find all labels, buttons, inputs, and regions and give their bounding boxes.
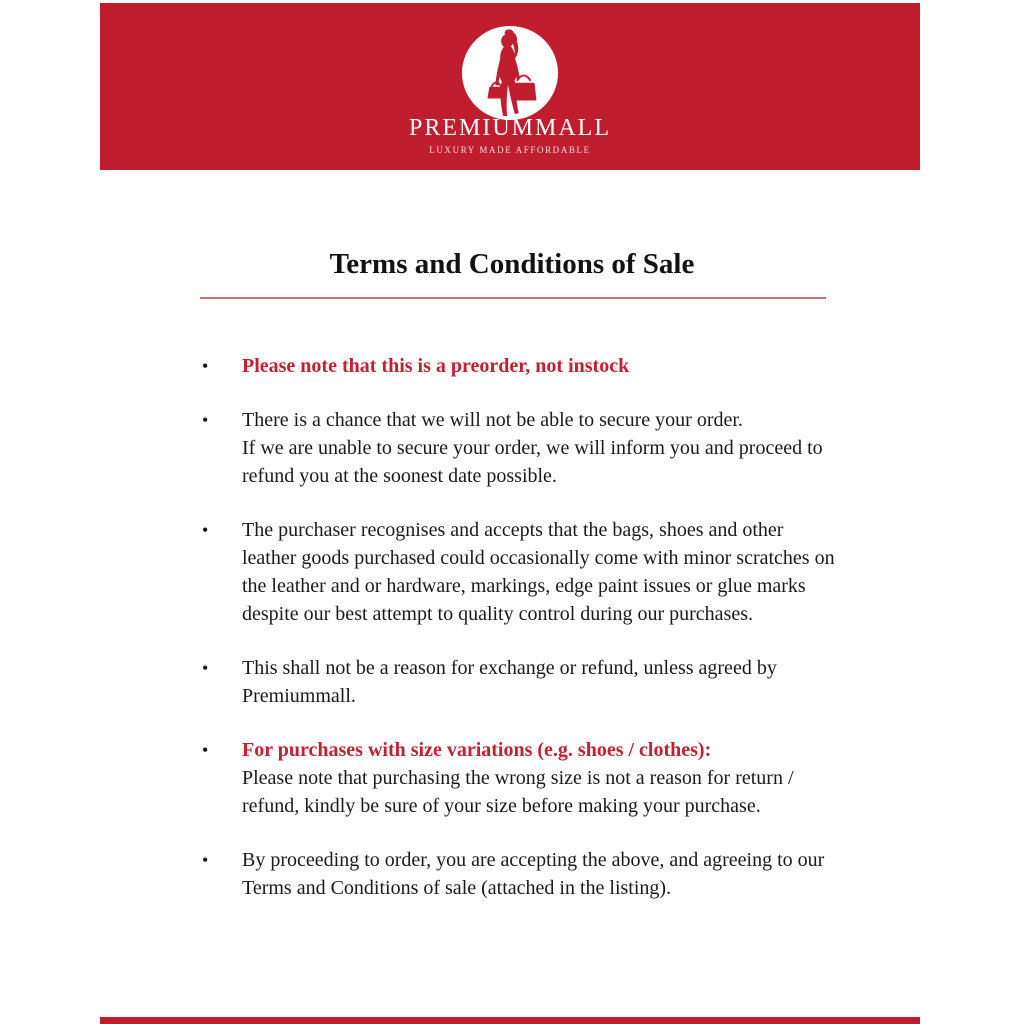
bullet-marker-icon: • [202, 356, 209, 376]
term-line: If we are unable to secure your order, we will inform you and proceed to [242, 437, 823, 459]
term-line: the leather and or hardware, markings, edge paint issues or glue marks [242, 575, 806, 597]
bullet-marker-icon: • [202, 740, 209, 760]
term-line: refund, kindly be sure of your size before making your purchase. [242, 795, 761, 817]
brand-logo [461, 25, 559, 121]
term-line: There is a chance that we will not be able to secure your order. [242, 409, 743, 431]
term-line: Premiummall. [242, 685, 356, 707]
term-item [200, 352, 860, 380]
title-divider [200, 297, 826, 299]
term-line: Terms and Conditions of sale (attached in the listing). [242, 877, 672, 899]
term-line: By proceeding to order, you are accepting the above, and agreeing to our [242, 849, 825, 871]
bullet-marker-icon: • [202, 850, 209, 870]
page-title: Terms and Conditions of Sale [329, 248, 695, 280]
terms-list [200, 352, 860, 928]
term-item [200, 654, 860, 710]
term-line: Please note that purchasing the wrong size is not a reason for return / [242, 767, 794, 789]
bullet-marker-icon: • [202, 410, 209, 430]
woman-with-shopping-bags-icon [461, 25, 559, 121]
term-line-emphasis: For purchases with size variations (e.g. shoes / clothes): [242, 739, 712, 761]
brand-name: PREMIUMMALL [408, 115, 611, 141]
bullet-marker-icon: • [202, 520, 209, 540]
term-line: This shall not be a reason for exchange or refund, unless agreed by [242, 657, 777, 679]
term-line: despite our best attempt to quality control during our purchases. [242, 603, 753, 625]
bullet-marker-icon: • [202, 658, 209, 678]
brand-tagline: LUXURY MADE AFFORDABLE [429, 145, 591, 155]
term-item [200, 846, 860, 902]
term-line: refund you at the soonest date possible. [242, 465, 557, 487]
term-line: leather goods purchased could occasionally come with minor scratches on [242, 547, 835, 569]
footer-banner-strip [100, 1017, 920, 1024]
term-item [200, 516, 860, 628]
term-line: The purchaser recognises and accepts that the bags, shoes and other [242, 519, 784, 541]
term-item [200, 406, 860, 490]
brand-header-banner [100, 3, 920, 170]
term-item [200, 736, 860, 820]
term-line-emphasis: Please note that this is a preorder, not instock [242, 355, 630, 377]
